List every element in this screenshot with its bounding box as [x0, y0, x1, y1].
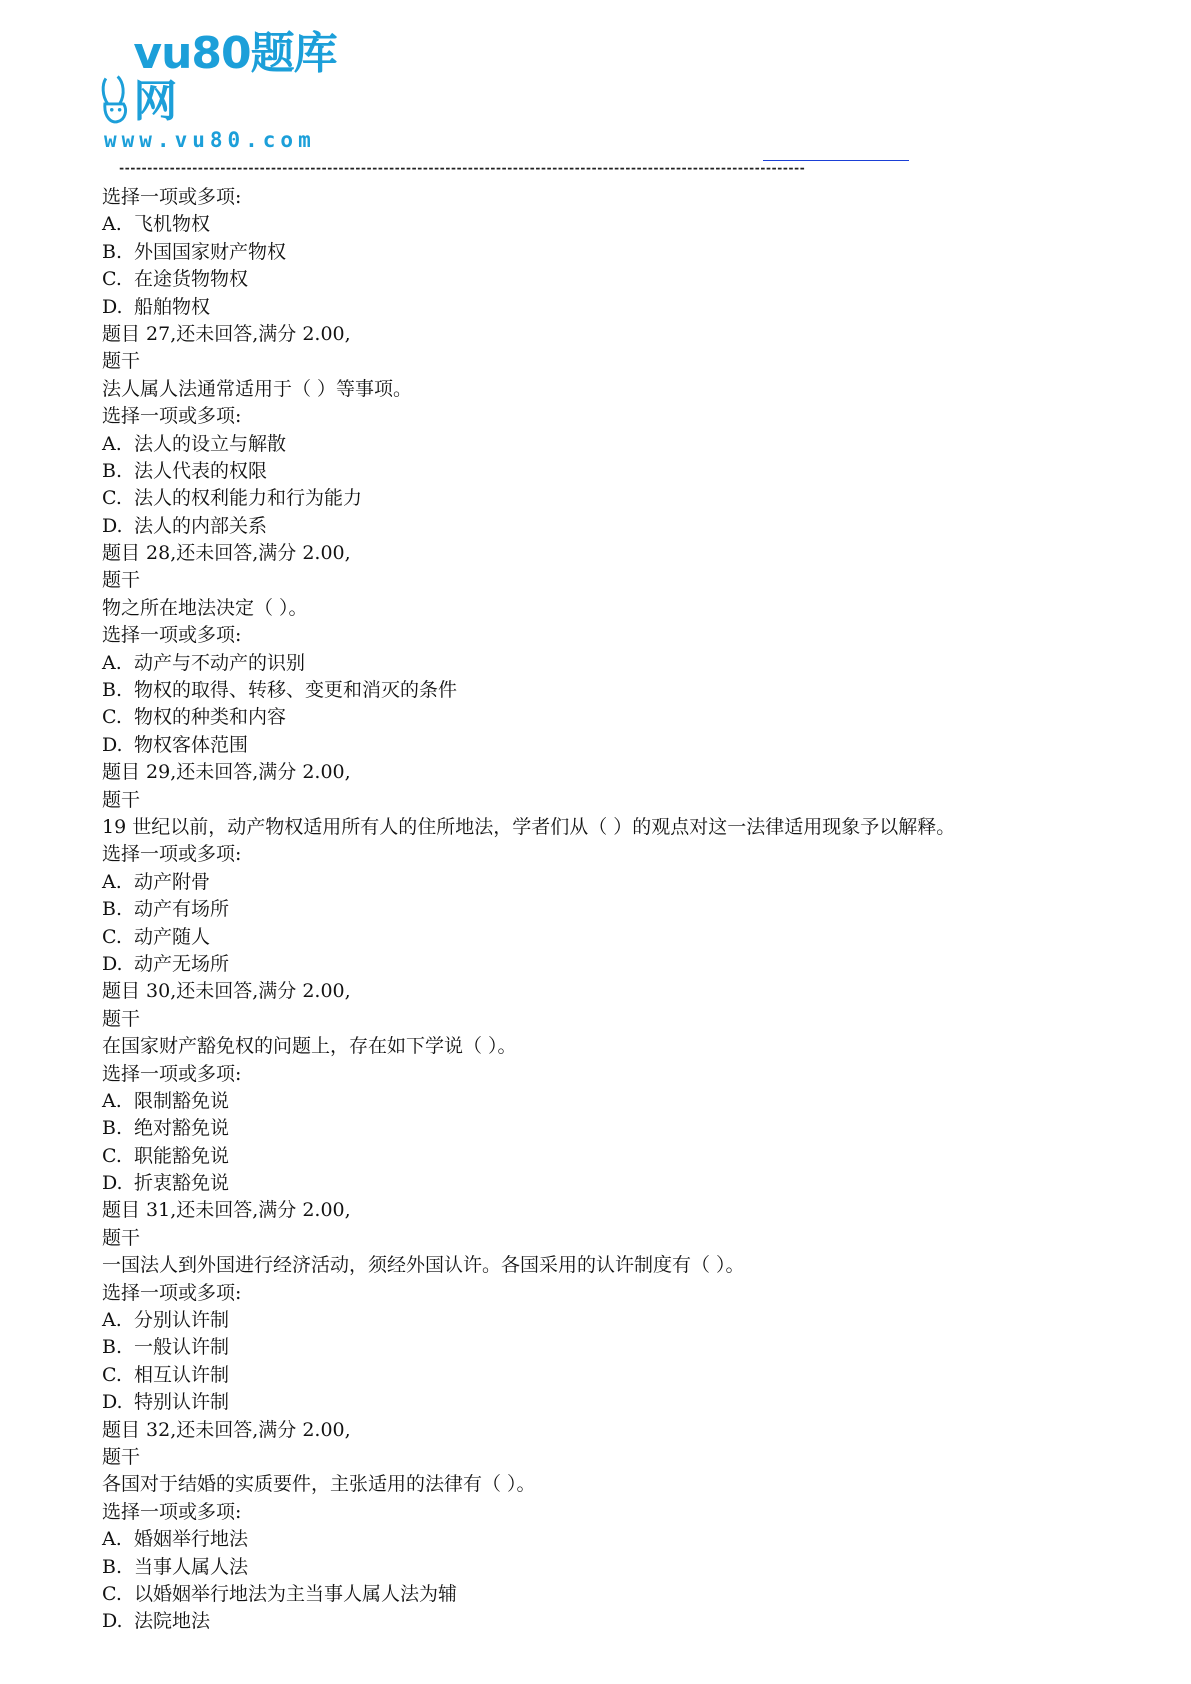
question-text: 19 世纪以前，动产物权适用所有人的住所地法，学者们从（ ）的观点对这一法律适用现象予以解释。 — [102, 815, 956, 838]
question-list — [102, 184, 1162, 1636]
option-text: 飞机物权 — [134, 213, 211, 236]
option-letter: B. — [102, 1117, 123, 1140]
question-text: 物之所在地法决定（ ）。 — [102, 596, 308, 619]
option-text: 法人的内部关系 — [134, 514, 268, 537]
option-text: 动产与不动产的识别 — [134, 651, 306, 674]
answer-option — [102, 650, 1162, 677]
option-letter: A. — [102, 432, 122, 455]
option-letter: A. — [102, 1309, 122, 1332]
answer-option — [102, 458, 1162, 485]
option-letter: B. — [102, 459, 123, 482]
answer-option — [102, 1608, 1162, 1635]
question-meta: 题目 32,还未回答,满分 2.00, — [102, 1418, 351, 1441]
select-prompt: 选择一项或多项: — [102, 624, 242, 647]
stem-label: 题干 — [102, 788, 141, 811]
option-text: 法人的设立与解散 — [134, 432, 287, 455]
option-text: 动产附骨 — [134, 870, 211, 893]
option-text: 在途货物物权 — [134, 268, 249, 291]
option-letter: C. — [102, 1363, 122, 1386]
option-text: 职能豁免说 — [134, 1144, 230, 1167]
answer-option — [102, 1389, 1162, 1416]
header-separator: -------------------------------------------------------------------------------------------------------------------------- — [118, 162, 805, 174]
option-letter: B. — [102, 898, 123, 921]
option-letter: C. — [102, 487, 122, 510]
question-meta: 题目 28,还未回答,满分 2.00, — [102, 542, 351, 565]
option-text: 船舶物权 — [134, 295, 211, 318]
answer-option — [102, 924, 1162, 951]
question-meta: 题目 27,还未回答,满分 2.00, — [102, 322, 351, 345]
option-letter: C. — [102, 1582, 122, 1605]
answer-option — [102, 1526, 1162, 1553]
answer-option — [102, 1115, 1162, 1142]
option-letter: C. — [102, 925, 122, 948]
option-text: 动产无场所 — [134, 952, 230, 975]
option-letter: D. — [102, 1610, 123, 1633]
select-prompt: 选择一项或多项: — [102, 1500, 242, 1523]
answer-option — [102, 1362, 1162, 1389]
answer-option — [102, 1170, 1162, 1197]
option-text: 折衷豁免说 — [134, 1172, 230, 1195]
answer-option — [102, 485, 1162, 512]
answer-option — [102, 1554, 1162, 1581]
logo-brand-text: vu80题库网 — [133, 28, 337, 127]
option-letter: C. — [102, 268, 122, 291]
option-text: 动产有场所 — [134, 898, 230, 921]
answer-option — [102, 266, 1162, 293]
option-letter: D. — [102, 952, 123, 975]
answer-option — [102, 1143, 1162, 1170]
answer-option — [102, 211, 1162, 238]
stem-label: 题干 — [102, 569, 141, 592]
option-text: 限制豁免说 — [134, 1089, 230, 1112]
stem-label: 题干 — [102, 1226, 141, 1249]
answer-option — [102, 1307, 1162, 1334]
question-text: 各国对于结婚的实质要件，主张适用的法律有（ ）。 — [102, 1473, 536, 1496]
question-meta: 题目 29,还未回答,满分 2.00, — [102, 761, 351, 784]
answer-option — [102, 239, 1162, 266]
option-text: 相互认许制 — [134, 1363, 230, 1386]
header-link-underline[interactable] — [763, 160, 909, 161]
answer-option — [102, 869, 1162, 896]
option-letter: C. — [102, 706, 122, 729]
answer-option — [102, 513, 1162, 540]
option-text: 外国国家财产物权 — [134, 240, 287, 263]
option-text: 以婚姻举行地法为主当事人属人法为辅 — [134, 1582, 458, 1605]
option-text: 法人代表的权限 — [134, 459, 268, 482]
option-text: 物权的种类和内容 — [134, 706, 287, 729]
answer-option — [102, 294, 1162, 321]
option-letter: D. — [102, 733, 123, 756]
option-letter: D. — [102, 1391, 123, 1414]
answer-option — [102, 704, 1162, 731]
option-text: 法院地法 — [134, 1610, 211, 1633]
option-text: 动产随人 — [134, 925, 211, 948]
answer-option — [102, 896, 1162, 923]
logo-url-text: www.vu80.com — [104, 128, 316, 152]
option-text: 法人的权利能力和行为能力 — [134, 487, 363, 510]
option-text: 特别认许制 — [134, 1391, 230, 1414]
select-prompt: 选择一项或多项: — [102, 186, 242, 208]
option-letter: C. — [102, 1144, 122, 1167]
option-text: 物权客体范围 — [134, 733, 249, 756]
answer-option — [102, 1088, 1162, 1115]
question-text: 一国法人到外国进行经济活动，须经外国认许。各国采用的认许制度有（ ）。 — [102, 1254, 745, 1277]
option-letter: A. — [102, 213, 122, 236]
option-letter: D. — [102, 514, 123, 537]
option-letter: A. — [102, 651, 122, 674]
option-letter: D. — [102, 1172, 123, 1195]
option-letter: A. — [102, 1528, 122, 1551]
option-letter: B. — [102, 1336, 123, 1359]
stem-label: 题干 — [102, 1445, 141, 1468]
option-letter: A. — [102, 1089, 122, 1112]
select-prompt: 选择一项或多项: — [102, 843, 242, 866]
option-text: 一般认许制 — [134, 1336, 230, 1359]
question-text: 在国家财产豁免权的问题上，存在如下学说（ ）。 — [102, 1035, 517, 1058]
option-letter: A. — [102, 870, 122, 893]
select-prompt: 选择一项或多项: — [102, 1062, 242, 1085]
option-text: 分别认许制 — [134, 1309, 230, 1332]
option-text: 婚姻举行地法 — [134, 1528, 249, 1551]
answer-option — [102, 1581, 1162, 1608]
bunny-icon — [100, 74, 131, 126]
site-logo[interactable] — [100, 28, 375, 158]
question-meta: 题目 30,还未回答,满分 2.00, — [102, 980, 351, 1003]
option-letter: B. — [102, 240, 123, 263]
answer-option — [102, 951, 1162, 978]
answer-option — [102, 431, 1162, 458]
select-prompt: 选择一项或多项: — [102, 1281, 242, 1304]
question-text: 法人属人法通常适用于（ ）等事项。 — [102, 377, 413, 400]
option-letter: B. — [102, 1555, 123, 1578]
option-text: 绝对豁免说 — [134, 1117, 230, 1140]
option-letter: B. — [102, 679, 123, 702]
option-text: 物权的取得、转移、变更和消灭的条件 — [134, 679, 458, 702]
stem-label: 题干 — [102, 350, 141, 373]
option-letter: D. — [102, 295, 123, 318]
question-meta: 题目 31,还未回答,满分 2.00, — [102, 1199, 351, 1222]
answer-option — [102, 732, 1162, 759]
select-prompt: 选择一项或多项: — [102, 405, 242, 428]
answer-option — [102, 1334, 1162, 1361]
option-text: 当事人属人法 — [134, 1555, 249, 1578]
answer-option — [102, 677, 1162, 704]
stem-label: 题干 — [102, 1007, 141, 1030]
